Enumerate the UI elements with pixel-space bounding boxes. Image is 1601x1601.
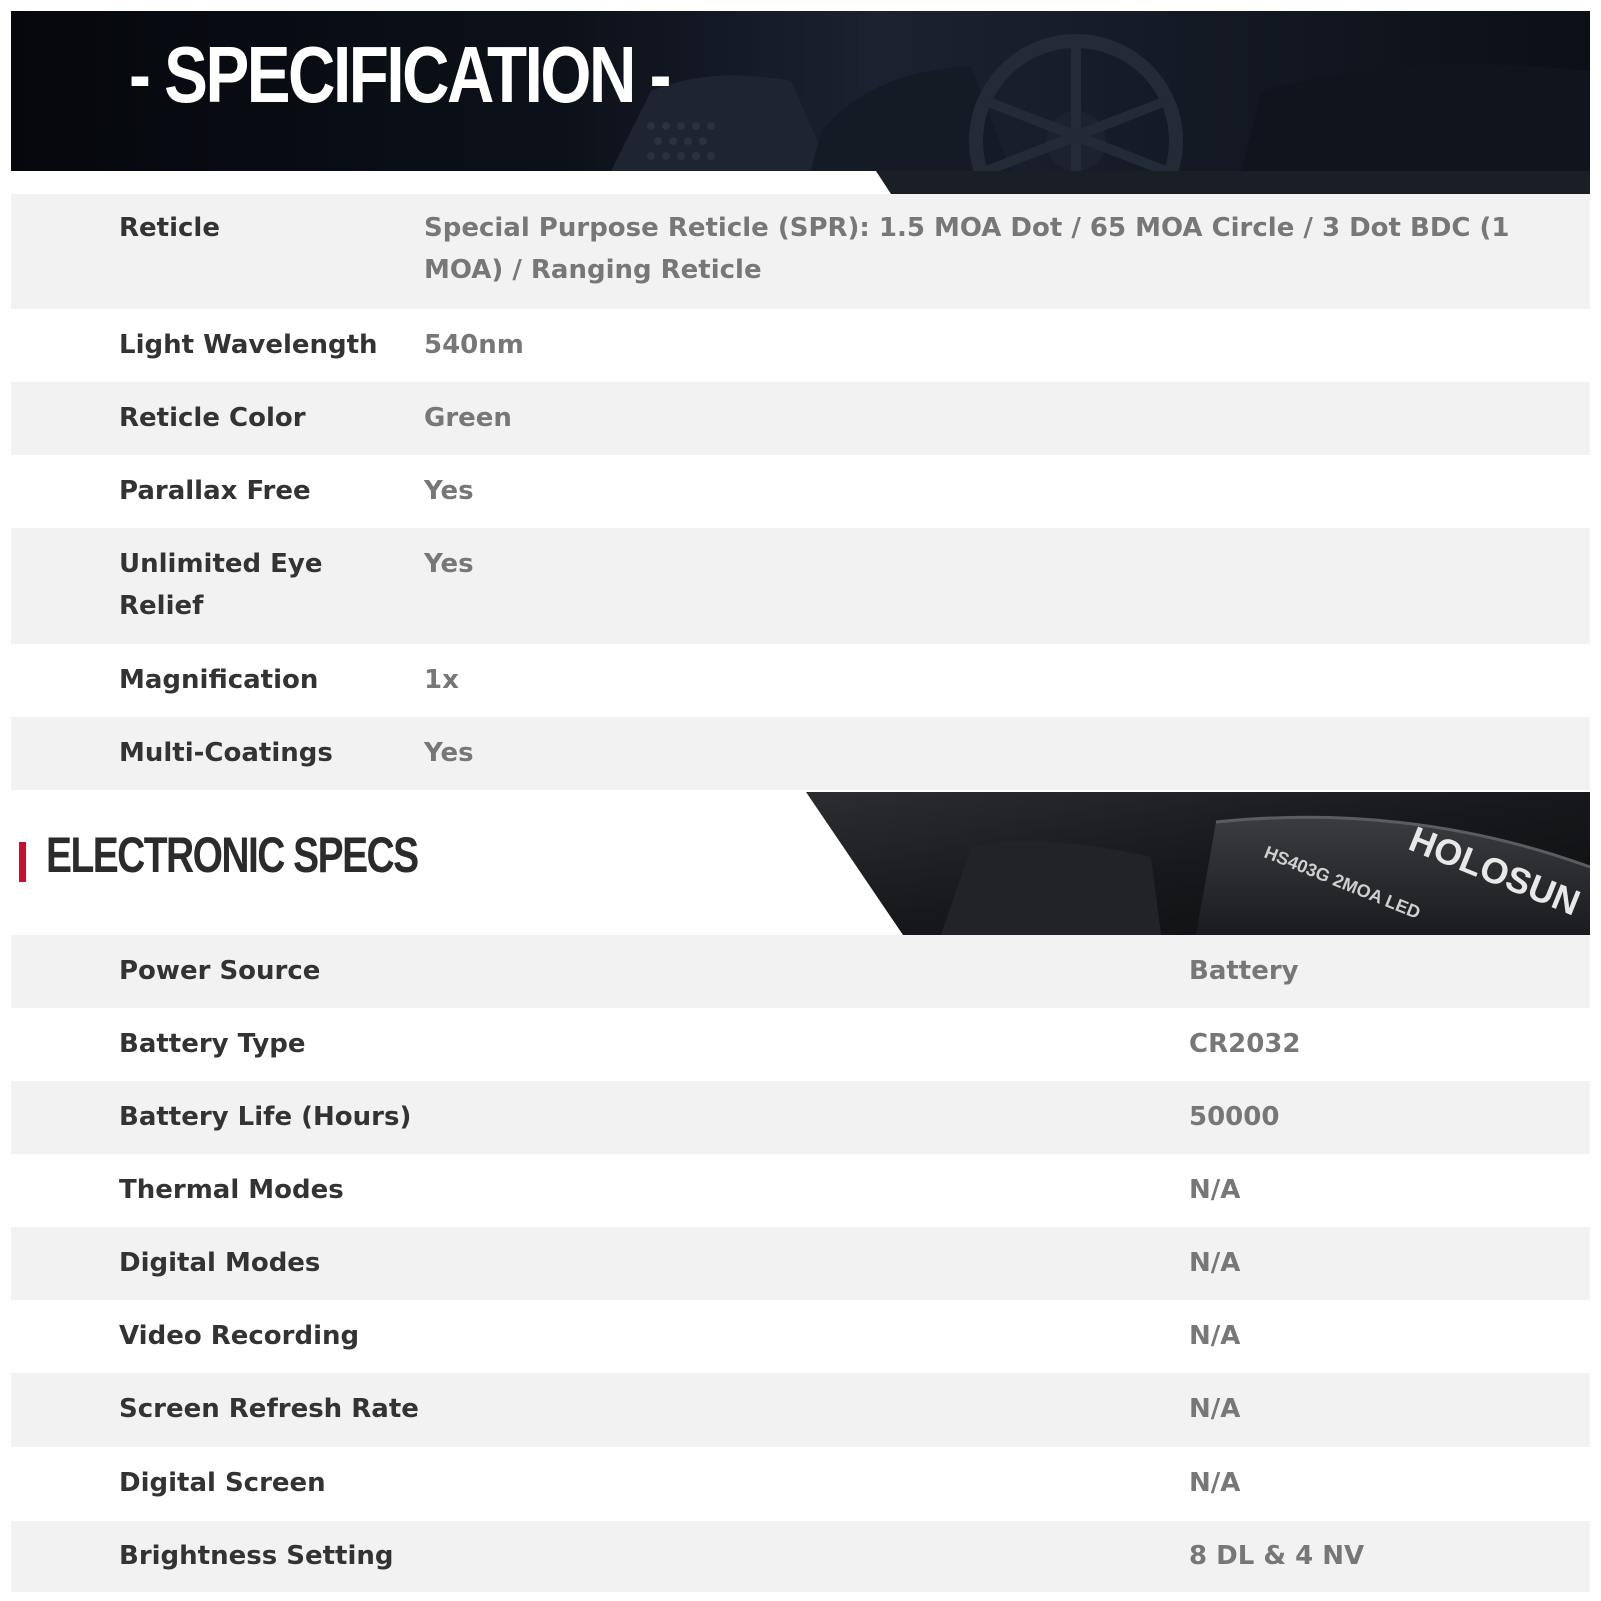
spec-label: Unlimited Eye Relief — [119, 549, 323, 621]
spec-label: Reticle — [119, 213, 220, 243]
specification-banner — [11, 11, 1590, 171]
banner-slant-strip — [11, 171, 1590, 194]
spec-label: Thermal Modes — [119, 1175, 344, 1205]
spec-value: Special Purpose Reticle (SPR): 1.5 MOA Dot / 65 MOA Circle / 3 Dot BDC (1 MOA) / Ranging Reticle — [424, 213, 1510, 285]
spec-value: Yes — [424, 549, 474, 579]
spec-value: Green — [424, 403, 512, 433]
spec-value: N/A — [1189, 1468, 1241, 1498]
spec-label: Parallax Free — [119, 476, 311, 506]
spec-row-battery-life — [11, 1081, 1590, 1154]
spec-value: N/A — [1189, 1321, 1241, 1351]
spec-row-digital-modes — [11, 1227, 1590, 1300]
spec-label: Digital Modes — [119, 1248, 321, 1278]
spec-row-reticle-color — [11, 382, 1590, 455]
spec-label: Multi-Coatings — [119, 738, 333, 768]
spec-row-power-source — [11, 935, 1590, 1008]
spec-value: 1x — [424, 665, 459, 695]
spec-label: Battery Type — [119, 1029, 306, 1059]
spec-label: Magnification — [119, 665, 319, 695]
spec-row-magnification — [11, 644, 1590, 717]
spec-label: Battery Life (Hours) — [119, 1102, 412, 1132]
spec-value: N/A — [1189, 1175, 1241, 1205]
spec-label: Screen Refresh Rate — [119, 1394, 419, 1424]
spec-row-video-recording — [11, 1300, 1590, 1373]
spec-row-reticle — [11, 194, 1590, 309]
spec-row-battery-type — [11, 1008, 1590, 1081]
spec-row-multi-coatings — [11, 717, 1590, 790]
spec-value: Yes — [424, 476, 474, 506]
spec-row-screen-refresh-rate — [11, 1373, 1590, 1447]
spec-row-light-wavelength — [11, 309, 1590, 382]
spec-label: Reticle Color — [119, 403, 306, 433]
spec-row-brightness-setting — [11, 1521, 1590, 1592]
spec-value: 8 DL & 4 NV — [1189, 1541, 1365, 1571]
spec-label: Light Wavelength — [119, 330, 378, 360]
electronic-specs-header — [11, 792, 1590, 935]
accent-bar — [19, 842, 26, 882]
spec-label: Digital Screen — [119, 1468, 326, 1498]
product-model-text: HS403G 2MOA LED — [1261, 842, 1424, 923]
spec-row-thermal-modes — [11, 1154, 1590, 1227]
spec-value: N/A — [1189, 1248, 1241, 1278]
spec-label: Brightness Setting — [119, 1541, 394, 1571]
spec-value: 50000 — [1189, 1102, 1280, 1132]
brand-logo-text: HOLOSUN — [1403, 818, 1586, 924]
page-title: - SPECIFICATION - — [129, 30, 670, 119]
spec-row-unlimited-eye-relief — [11, 528, 1590, 644]
spec-value: 540nm — [424, 330, 524, 360]
spec-label: Video Recording — [119, 1321, 360, 1351]
spec-row-parallax-free — [11, 455, 1590, 528]
spec-value: Yes — [424, 738, 474, 768]
spec-value: N/A — [1189, 1394, 1241, 1424]
spec-value: CR2032 — [1189, 1029, 1301, 1059]
spec-value: Battery — [1189, 956, 1299, 986]
spec-label: Power Source — [119, 956, 321, 986]
section-title: ELECTRONIC SPECS — [46, 827, 418, 883]
spec-row-digital-screen — [11, 1447, 1590, 1521]
